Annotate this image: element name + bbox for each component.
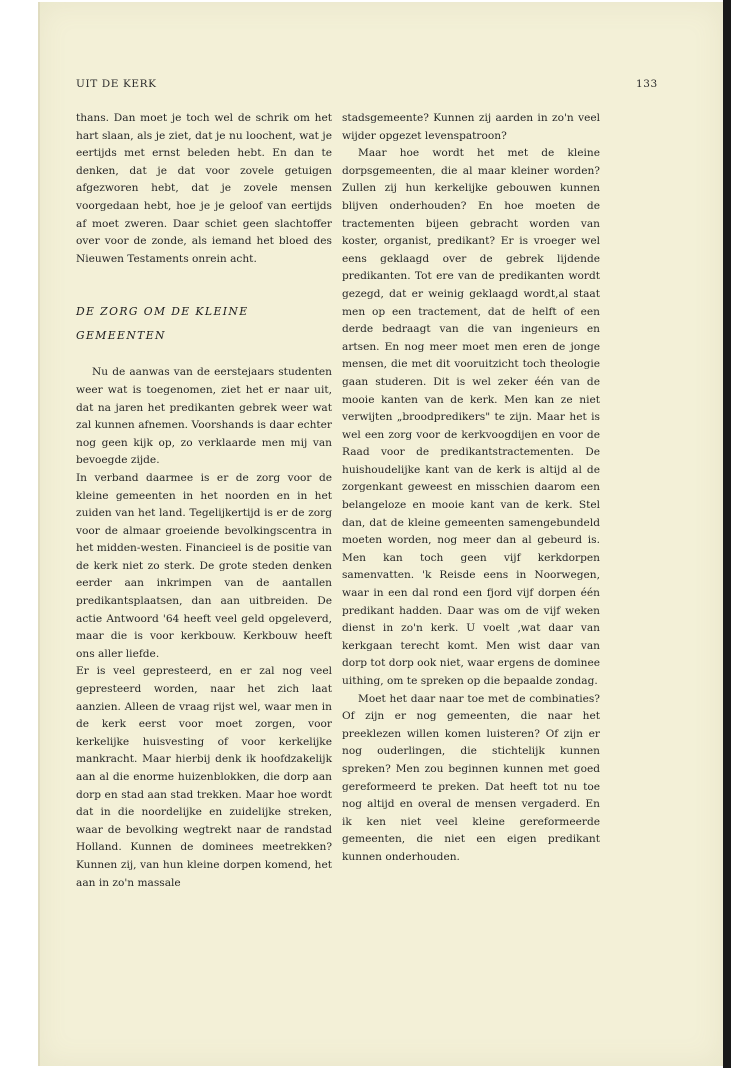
paragraph: Er is veel gepresteerd, en er zal nog veel gepresteerd worden, naar het zich laat aanzien. Alleen de vraag rijst wel, waar men in de kerk eerst voor moet zorgen, voor kerkelijke huisvesting of voor kerkelijke mankracht. Maar hierbij denk ik hoofdzakelijk aan al die enorme huizenblokken, die dorp aan dorp en stad aan stad trekken. Maar hoe wordt dat in die noordelijke en zuidelijke streken, waar de bevolking wegtrekt naar de randstad Holland. Kunnen de dominees meetrekken? Kunnen zij, van hun kleine dorpen komend, het aan in zo'n massale <box>76 665 332 889</box>
paragraph: Moet het daar naar toe met de combinaties? Of zijn er nog gemeenten, die naar het preeklezen willen komen luisteren? Of zijn er nog ouderlingen, die stichtelijk kunnen spreken? Men zou beginnen kunnen met goed gereformeerd te preken. Dat heeft tot nu toe nog altijd en overal de mensen vergaderd. En ik ken niet veel kleine gereformeerde gemeenten, die niet een eigen predikant kunnen onderhouden. <box>342 692 600 863</box>
left-column <box>76 110 332 892</box>
running-title: UIT DE KERK <box>76 78 157 90</box>
right-column <box>342 110 600 867</box>
paragraph: Nu de aanwas van de eerstejaars studenten weer wat is toegenomen, ziet het er naar uit, dat na jaren het predikanten gebrek weer wat zal kunnen afnemen. Voorshands is daar echter nog geen kijk op, zo verklaarde men mij van bevoegde zijde. <box>76 366 332 467</box>
paragraph: Maar hoe wordt het met de kleine dorpsgemeenten, die al maar kleiner worden? Zullen zij hun kerkelijke gebouwen kunnen blijven onderhouden? En hoe moeten de tractementen bijeen gebracht worden van koster, organist, predikant? Er is vroeger wel eens geklaagd over de gebrek lijdende predikanten. Tot ere van de predikanten wordt gezegd, dat er weinig geklaagd wordt,al staat men op een tractement, dat de helft of een derde bedraagt van die van ingenieurs en artsen. En nog meer moet men eren de jonge mensen, die met dit vooruitzicht toch theologie gaan studeren. Dit is wel zeker één van de mooie kanten van de kerk. Men kan ze niet verwijten „broodpredikers" te zijn. Maar het is wel een zorg voor de kerkvoogdijen en voor de Raad voor de predikantstractementen. De huishoudelijke kant van de kerk is altijd al de zorgenkant geweest en misschien daarom een belangeloze en mooie kant van de kerk. Stel dan, dat de kleine gemeenten samengebundeld moeten worden, nog meer dan al gebeurd is. Men kan toch geen vijf kerkdorpen samenvatten. 'k Reisde eens in Noorwegen, waar in een dal rond een fjord vijf dorpen één predikant hadden. Daar was om de vijf weken dienst in zo'n kerk. U voelt ,wat daar van kerkgaan terecht komt. Men wist daar van dorp tot dorp ook niet, waar ergens de dominee uithing, om te spreken op die bepaalde zondag. <box>342 147 600 687</box>
paragraph: In verband daarmee is er de zorg voor de kleine gemeenten in het noorden en in het zuiden van het land. Tegelijkertijd is er de zorg voor de almaar groeiende bevolkingscentra in het midden-westen. Financieel is de positie van de kerk niet zo sterk. De grote steden denken eerder aan inkrimpen van de aantallen predikantsplaatsen, dan aan uitbreiden. De actie Antwoord '64 heeft veel geld opgeleverd, maar die is voor kerkbouw. Kerkbouw heeft ons aller liefde. <box>76 471 332 660</box>
paragraph: thans. Dan moet je toch wel de schrik om het hart slaan, als je ziet, dat je nu loochent, wat je eertijds met ernst beleden hebt. En dan te denken, dat je dat voor zovele getuigen afgezworen hebt, dat je zovele mensen voorgedaan hebt, hoe je je geloof van eertijds af moet zweren. Daar schiet geen slachtoffer over voor de zonde, als iemand het bloed des Nieuwen Testaments onrein acht. <box>76 112 332 265</box>
paragraph: stadsgemeente? Kunnen zij aarden in zo'n veel wijder opgezet levenspatroon? <box>342 112 600 142</box>
page-number: 133 <box>636 78 658 90</box>
section-heading: DE ZORG OM DE KLEINE GEMEENTEN <box>76 305 249 343</box>
page-left-edge <box>38 2 40 1066</box>
scan-border <box>723 0 731 1068</box>
